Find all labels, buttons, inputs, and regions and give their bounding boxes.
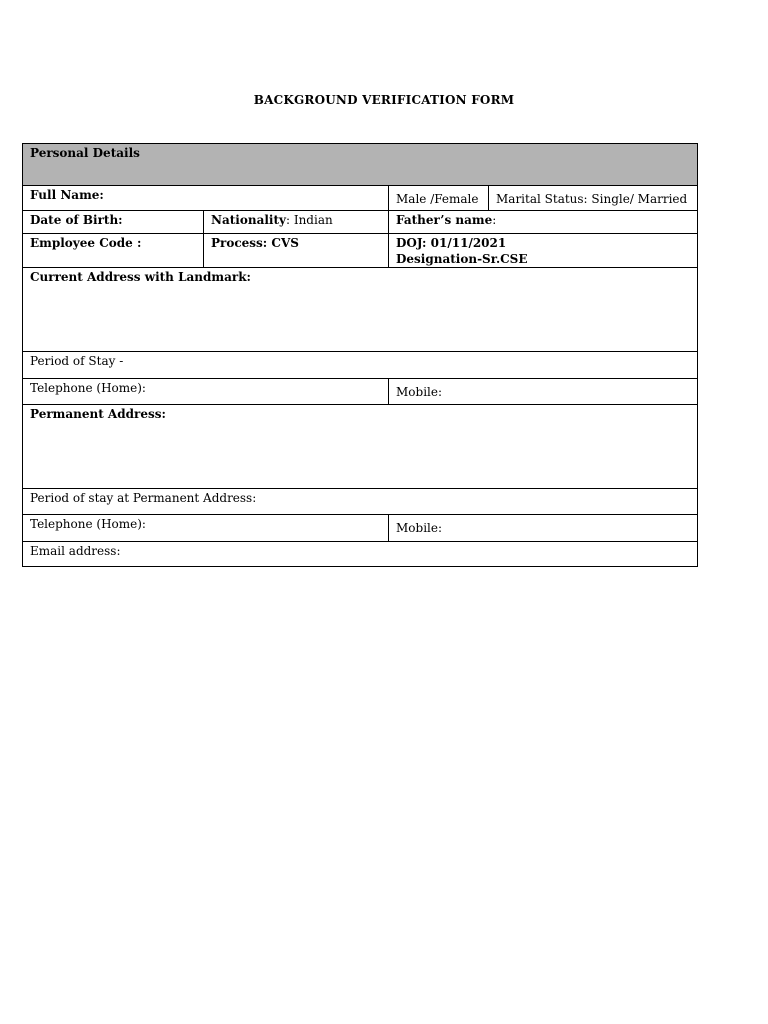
- email-row: [23, 542, 698, 567]
- personal-details-header-row: [23, 144, 698, 186]
- telephone-row: [23, 379, 698, 405]
- current-address-field[interactable]: Current Address with Landmark:: [23, 268, 698, 352]
- dob-field[interactable]: Date of Birth:: [23, 211, 204, 234]
- form-title: BACKGROUND VERIFICATION FORM: [253, 93, 515, 107]
- telephone-row-2: [23, 515, 698, 542]
- mobile-field-2[interactable]: Mobile:: [389, 515, 698, 542]
- nationality-field[interactable]: [204, 211, 389, 234]
- employee-code-row: [23, 234, 698, 268]
- telephone-home-field-2[interactable]: Telephone (Home):: [23, 515, 389, 542]
- full-name-row: [23, 186, 698, 211]
- permanent-address-field[interactable]: Permanent Address:: [23, 405, 698, 489]
- employee-code-field[interactable]: Employee Code :: [23, 234, 204, 268]
- period-of-stay-row: [23, 352, 698, 379]
- fathers-name-colon: :: [492, 213, 497, 227]
- permanent-address-row: [23, 405, 698, 489]
- period-of-stay-permanent-field[interactable]: Period of stay at Permanent Address:: [23, 489, 698, 515]
- dob-row: [23, 211, 698, 234]
- mobile-field[interactable]: Mobile:: [389, 379, 698, 405]
- period-of-stay-permanent-row: [23, 489, 698, 515]
- fathers-name-field[interactable]: [389, 211, 698, 234]
- telephone-home-field[interactable]: Telephone (Home):: [23, 379, 389, 405]
- current-address-row: [23, 268, 698, 352]
- email-field[interactable]: Email address:: [23, 542, 698, 567]
- period-of-stay-field[interactable]: Period of Stay -: [23, 352, 698, 379]
- full-name-field[interactable]: Full Name:: [23, 186, 389, 211]
- marital-status-field[interactable]: Marital Status: Single/ Married: [489, 186, 698, 211]
- personal-details-header: Personal Details: [23, 144, 698, 186]
- doj-value: DOJ: 01/11/2021: [396, 236, 507, 250]
- doj-designation-field[interactable]: [389, 234, 698, 268]
- designation-value: Designation-Sr.CSE: [396, 252, 528, 266]
- nationality-label: Nationality: [211, 213, 286, 227]
- verification-form-table: [22, 143, 698, 567]
- fathers-name-label: Father’s name: [396, 213, 493, 227]
- process-field[interactable]: Process: CVS: [204, 234, 389, 268]
- nationality-value: : Indian: [285, 213, 333, 227]
- gender-field[interactable]: Male /Female: [389, 186, 489, 211]
